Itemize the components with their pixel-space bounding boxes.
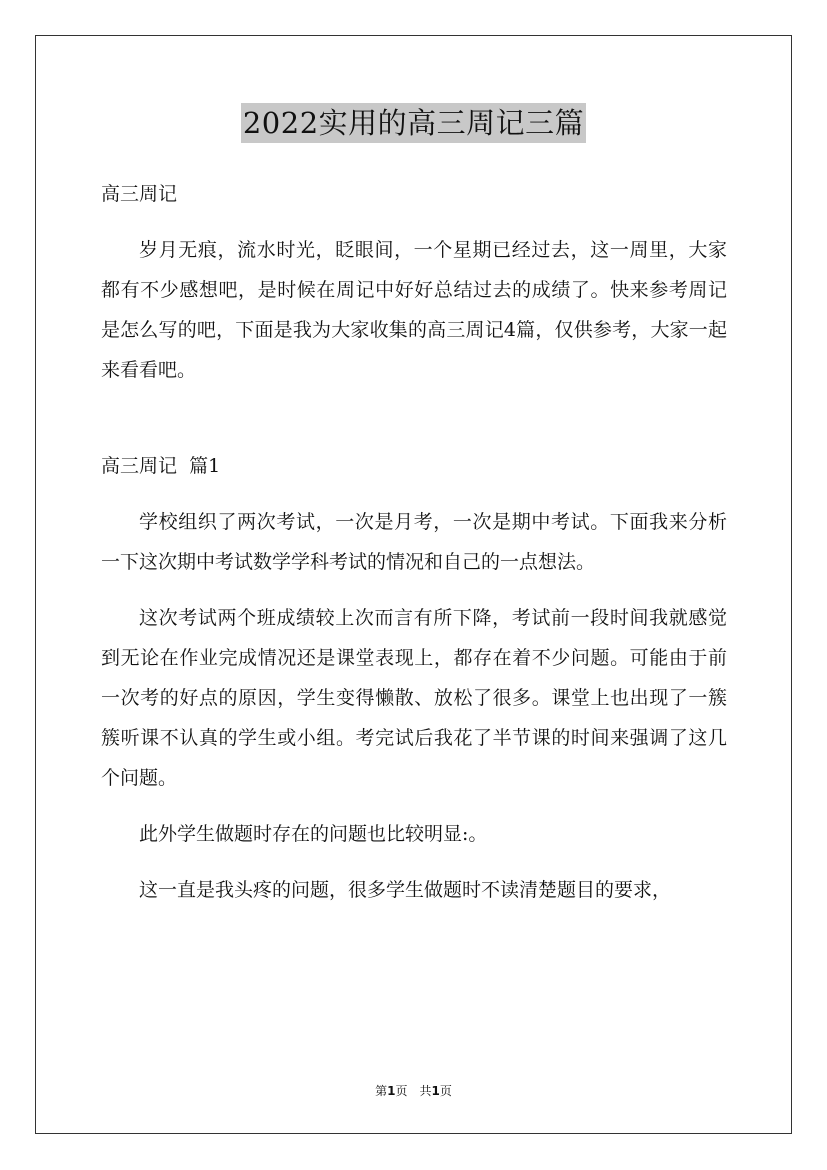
section1-heading: 高三周记 篇1: [101, 455, 221, 477]
intro-paragraph: 岁月无痕，流水时光，眨眼间，一个星期已经过去，这一周里，大家都有不少感想吧，是时候在周记中好好总结过去的成绩了。快来参考周记是怎么写的吧，下面是我为大家收集的高三周记4篇，仅供参考，大家一起来看看吧。: [101, 239, 727, 381]
document-body: [101, 174, 727, 910]
footer-total-prefix: 共: [419, 1084, 432, 1098]
footer-page-current: 1: [387, 1084, 396, 1098]
section-spacer: [101, 390, 727, 446]
page-footer: [0, 1082, 827, 1100]
document-title: 2022实用的高三周记三篇: [241, 103, 586, 143]
footer-page-total: 1: [431, 1084, 440, 1098]
footer-total-suffix: 页: [439, 1084, 452, 1098]
section1-paragraph-3: 此外学生做题时存在的问题也比较明显:。: [139, 823, 488, 845]
footer-page-suffix: 页: [395, 1084, 408, 1098]
footer-page-prefix: 第: [375, 1084, 388, 1098]
intro-heading: 高三周记: [101, 183, 178, 205]
section1-paragraph-1: 学校组织了两次考试，一次是月考，一次是期中考试。下面我来分析一下这次期中考试数学学科考试的情况和自己的一点想法。: [101, 511, 727, 573]
section1-paragraph-4: 这一直是我头疼的问题，很多学生做题时不读清楚题目的要求，: [139, 879, 672, 901]
title-container: [0, 103, 827, 143]
section1-paragraph-2: 这次考试两个班成绩较上次而言有所下降，考试前一段时间我就感觉到无论在作业完成情况还是课堂表现上，都存在着不少问题。可能由于前一次考的好点的原因，学生变得懒散、放松了很多。课堂上也出现了一簇簇听课不认真的学生或小组。考完试后我花了半节课的时间来强调了这几个问题。: [101, 607, 727, 789]
